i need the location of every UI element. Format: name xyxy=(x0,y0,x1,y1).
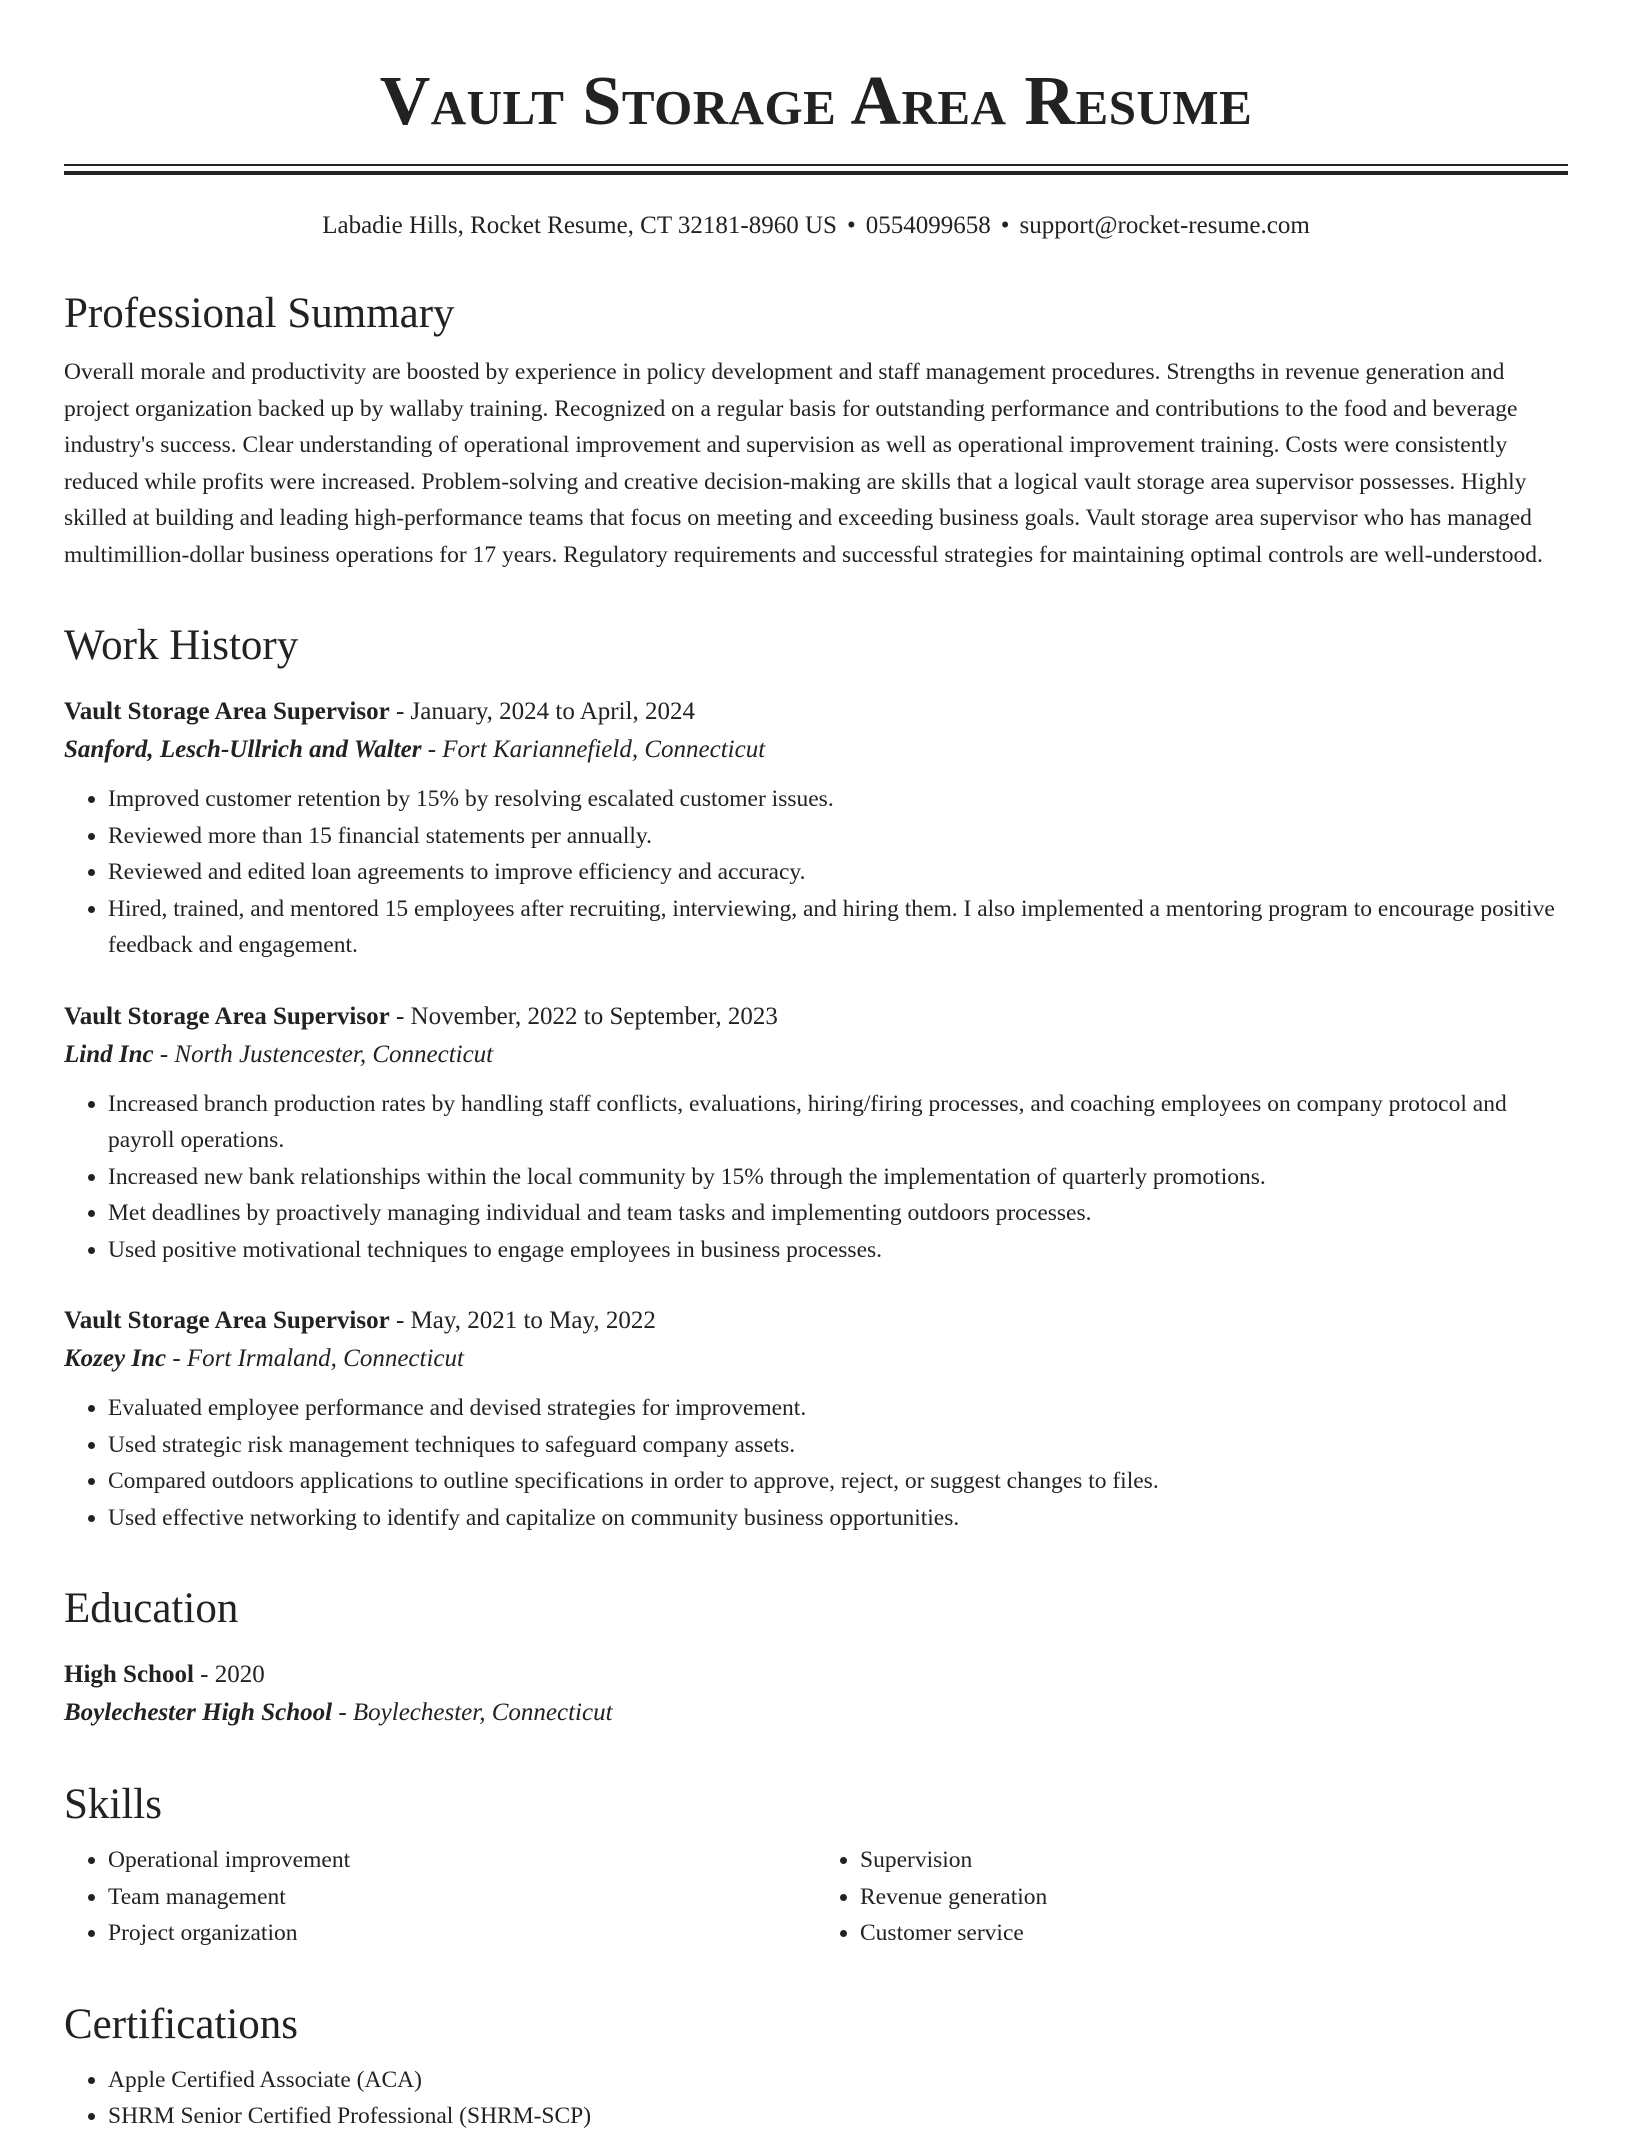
contact-phone: 0554099658 xyxy=(865,212,991,239)
job-bullet: • Evaluated employee performance and devised strategies for improvement. xyxy=(108,1390,1568,1427)
job-bullet: • Met deadlines by proactively managing individual and team tasks and implementing outdoors processes. xyxy=(108,1195,1568,1232)
job-bullets xyxy=(64,1086,1568,1269)
certifications-list xyxy=(64,2062,1568,2135)
job-entry xyxy=(64,998,1568,1269)
job-title-line xyxy=(64,1302,1568,1340)
job-bullet: • Increased branch production rates by handling staff conflicts, evaluations, hiring/firing processes, and coaching employees on company protocol and payroll operations. xyxy=(108,1086,1568,1159)
certifications-heading: Certifications xyxy=(64,2000,299,2048)
summary-text: Overall morale and productivity are boosted by experience in policy development and staff management procedures. Strengths in revenue generation and project organization backed up by wallaby training. Recognized on a regular basis for outstanding performance and contributions to the food and beverage industry's success. Clear understanding of operational improvement and supervision as well as operational improvement training. Costs were consistently reduced while profits were increased. Problem-solving and creative decision-making are skills that a logical vault storage area supervisor possesses. Highly skilled at building and leading high-performance teams that focus on meeting and exceeding business goals. Vault storage area supervisor who has managed multimillion-dollar business operations for 17 years. Regulatory requirements and successful strategies for maintaining optimal controls are well-understood. xyxy=(64,359,1543,568)
education-school: Boylechester High School xyxy=(64,1699,333,1726)
resume-page xyxy=(64,0,1568,2135)
job-entry xyxy=(64,1302,1568,1536)
job-location: - North Justencester, Connecticut xyxy=(153,1040,494,1068)
job-bullet: • Used effective networking to identify and capitalize on community business opportunities. xyxy=(108,1500,1568,1537)
job-bullets xyxy=(64,1390,1568,1536)
job-dates: - May, 2021 to May, 2022 xyxy=(389,1307,656,1334)
title-divider xyxy=(64,164,1568,175)
job-dates: - January, 2024 to April, 2024 xyxy=(389,698,695,725)
job-role: Vault Storage Area Supervisor xyxy=(64,1002,390,1030)
job-title-line xyxy=(64,998,1568,1036)
job-bullet: • Used strategic risk management techniques to safeguard company assets. xyxy=(108,1427,1568,1464)
certification-item: • SHRM Senior Certified Professional (SHRM-SCP) xyxy=(108,2098,1568,2135)
job-company-line xyxy=(64,1036,1568,1074)
job-company: Sanford, Lesch-Ullrich and Walter xyxy=(64,736,422,763)
job-bullet: • Compared outdoors applications to outline specifications in order to approve, reject, or suggest changes to files. xyxy=(108,1463,1568,1500)
job-company-line xyxy=(64,731,1568,769)
contact-separator: • xyxy=(1000,212,1010,239)
skills-column-right xyxy=(816,1842,1568,1952)
job-company-line xyxy=(64,1340,1568,1378)
skill-item: • Customer service xyxy=(860,1915,1568,1952)
education-degree-line xyxy=(64,1656,1568,1694)
certification-item: • Apple Certified Associate (ACA) xyxy=(108,2062,1568,2099)
job-dates: - November, 2022 to September, 2023 xyxy=(389,1002,778,1030)
resume-title: Vault Storage Area Resume xyxy=(379,63,1253,140)
education-degree: High School xyxy=(64,1661,194,1688)
job-location: - Fort Kariannefield, Connecticut xyxy=(421,736,766,763)
job-entry xyxy=(64,693,1568,964)
contact-line xyxy=(64,211,1568,241)
job-bullet: • Improved customer retention by 15% by resolving escalated customer issues. xyxy=(108,781,1568,818)
education-entry xyxy=(64,1656,1568,1732)
job-location: - Fort Irmaland, Connecticut xyxy=(166,1345,464,1372)
skill-item: • Revenue generation xyxy=(860,1879,1568,1916)
education-year: - 2020 xyxy=(193,1661,265,1688)
job-bullet: • Used positive motivational techniques to engage employees in business processes. xyxy=(108,1232,1568,1269)
contact-separator: • xyxy=(846,212,856,239)
job-bullets xyxy=(64,781,1568,964)
contact-address: Labadie Hills, Rocket Resume, CT 32181-8960 US xyxy=(322,212,837,239)
skills-heading: Skills xyxy=(64,1781,162,1828)
job-bullet: • Increased new bank relationships within the local community by 15% through the implementation of quarterly promotions. xyxy=(108,1159,1568,1196)
summary-heading: Professional Summary xyxy=(64,290,455,337)
skills-column-left xyxy=(64,1842,816,1952)
job-role: Vault Storage Area Supervisor xyxy=(64,1307,390,1334)
job-company: Kozey Inc xyxy=(64,1345,167,1372)
skill-item: • Supervision xyxy=(860,1842,1568,1879)
skill-item: • Operational improvement xyxy=(108,1842,816,1879)
job-bullet: • Reviewed more than 15 financial statements per annually. xyxy=(108,818,1568,855)
education-school-line xyxy=(64,1694,1568,1732)
education-location: - Boylechester, Connecticut xyxy=(332,1699,613,1726)
job-bullet: • Reviewed and edited loan agreements to improve efficiency and accuracy. xyxy=(108,854,1568,891)
skill-item: • Project organization xyxy=(108,1915,816,1952)
job-title-line xyxy=(64,693,1568,731)
job-company: Lind Inc xyxy=(64,1040,154,1068)
work-history-heading: Work History xyxy=(64,622,299,669)
skills-list xyxy=(64,1842,1568,1952)
education-heading: Education xyxy=(64,1585,239,1632)
job-bullet: • Hired, trained, and mentored 15 employees after recruiting, interviewing, and hiring them. I also implemented a mentoring program to encourage positive feedback and engagement. xyxy=(108,891,1568,964)
contact-email: support@rocket-resume.com xyxy=(1019,212,1310,239)
skill-item: • Team management xyxy=(108,1879,816,1916)
job-role: Vault Storage Area Supervisor xyxy=(64,698,390,725)
